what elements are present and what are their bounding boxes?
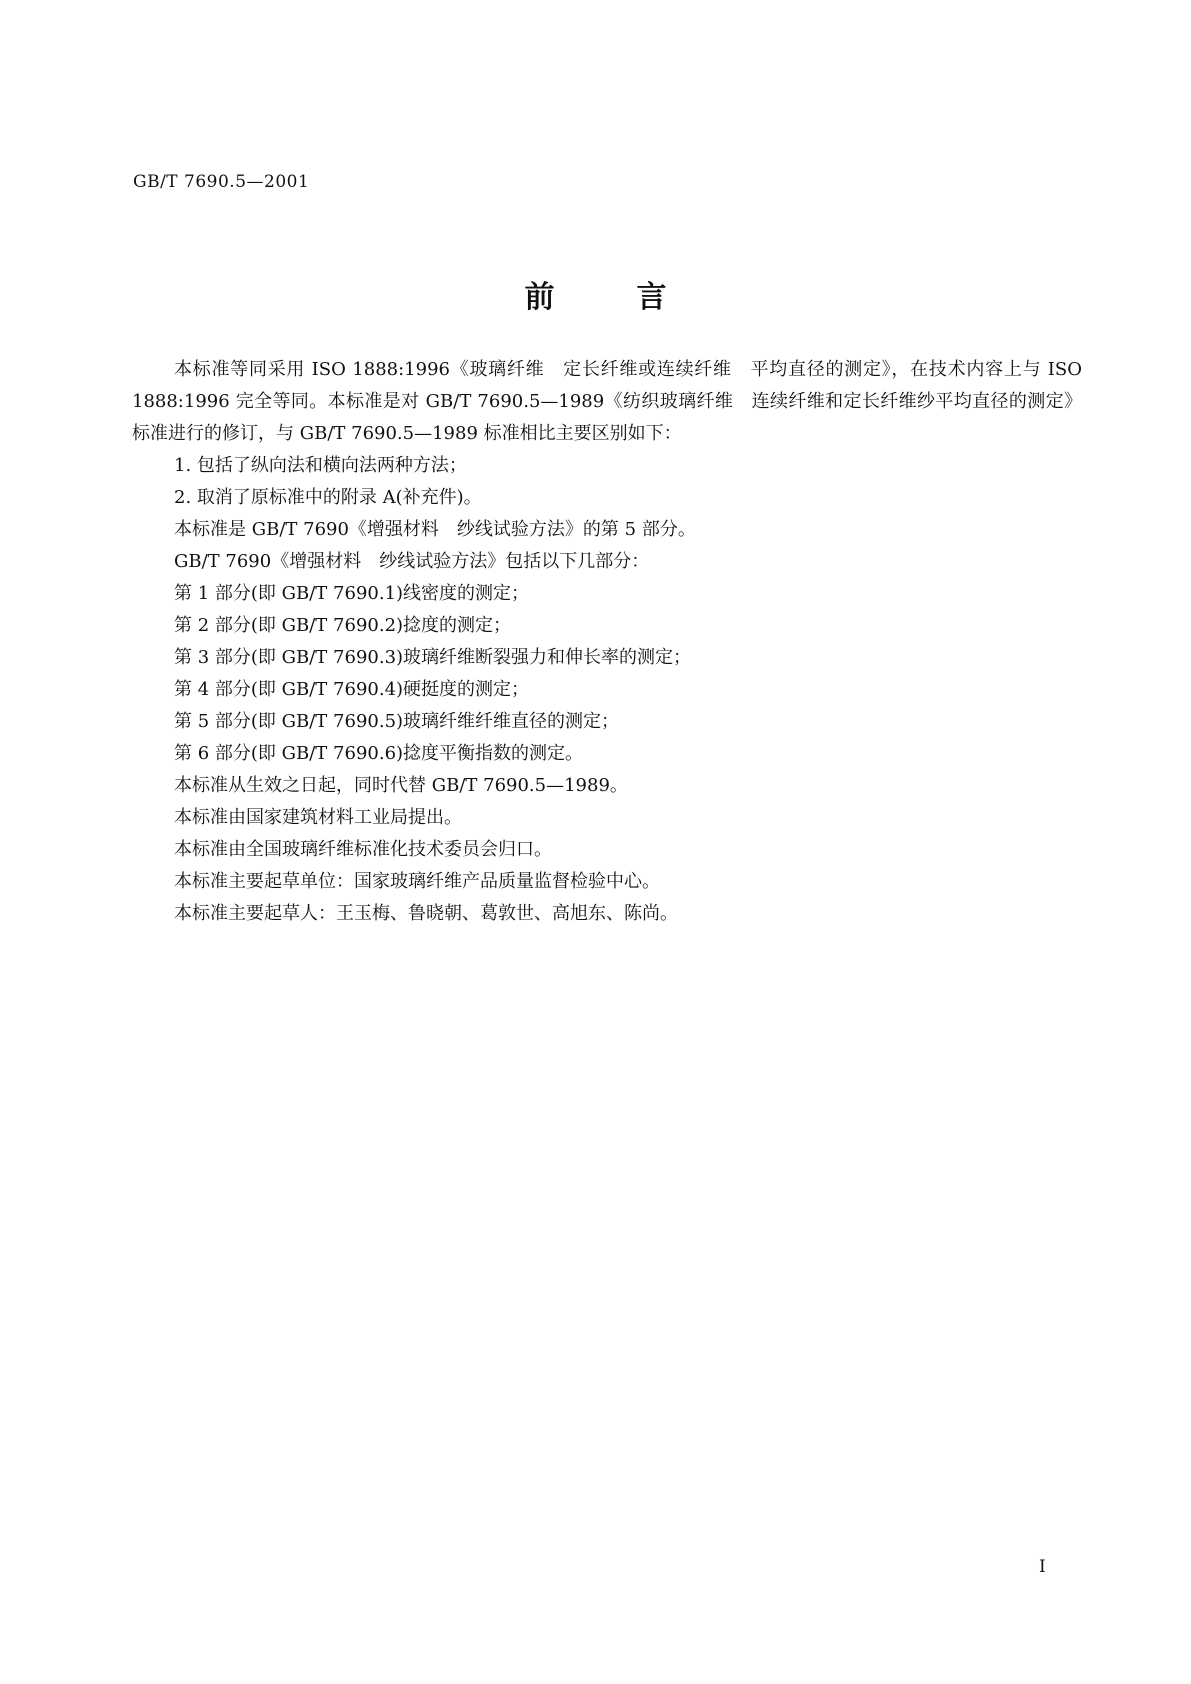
document-body: [132, 354, 1082, 930]
paragraph: 本标准由国家建筑材料工业局提出。: [174, 807, 462, 828]
paragraph: 本标准从生效之日起，同时代替 GB/T 7690.5—1989。: [174, 775, 628, 796]
page-number: I: [1039, 1557, 1046, 1577]
paragraph: 本标准是 GB/T 7690《增强材料 纱线试验方法》的第 5 部分。: [174, 519, 696, 540]
list-item: 2. 取消了原标准中的附录 A(补充件)。: [174, 487, 482, 508]
paragraph: 本标准由全国玻璃纤维标准化技术委员会归口。: [174, 839, 552, 860]
part-list-item: 第 5 部分(即 GB/T 7690.5)玻璃纤维纤维直径的测定；: [174, 711, 620, 732]
part-list-item: 第 3 部分(即 GB/T 7690.3)玻璃纤维断裂强力和伸长率的测定；: [174, 647, 692, 668]
part-list-item: 第 6 部分(即 GB/T 7690.6)捻度平衡指数的测定。: [174, 743, 584, 764]
paragraph: 本标准主要起草人：王玉梅、鲁晓朝、葛敦世、高旭东、陈尚。: [174, 903, 678, 924]
list-item: 1. 包括了纵向法和横向法两种方法；: [174, 455, 467, 476]
part-list-item: 第 2 部分(即 GB/T 7690.2)捻度的测定；: [174, 615, 512, 636]
standard-code: GB/T 7690.5—2001: [133, 172, 310, 192]
paragraph: 本标准主要起草单位：国家玻璃纤维产品质量监督检验中心。: [174, 871, 660, 892]
part-list-item: 第 1 部分(即 GB/T 7690.1)线密度的测定；: [174, 583, 530, 604]
part-list-item: 第 4 部分(即 GB/T 7690.4)硬挺度的测定；: [174, 679, 530, 700]
page-title: 前言: [524, 280, 749, 315]
paragraph: GB/T 7690《增强材料 纱线试验方法》包括以下几部分：: [174, 551, 650, 572]
paragraph-intro: 本标准等同采用 ISO 1888:1996《玻璃纤维 定长纤维或连续纤维 平均直径的测定》，在技术内容上与 ISO 1888:1996 完全等同。本标准是对 GB/T 7690.5—1989《纺织玻璃纤维 连续纤维和定长纤维纱平均直径的测定》标准进行的修订，与 GB/T 7690.5—1989 标准相比主要区别如下：: [132, 359, 1082, 444]
